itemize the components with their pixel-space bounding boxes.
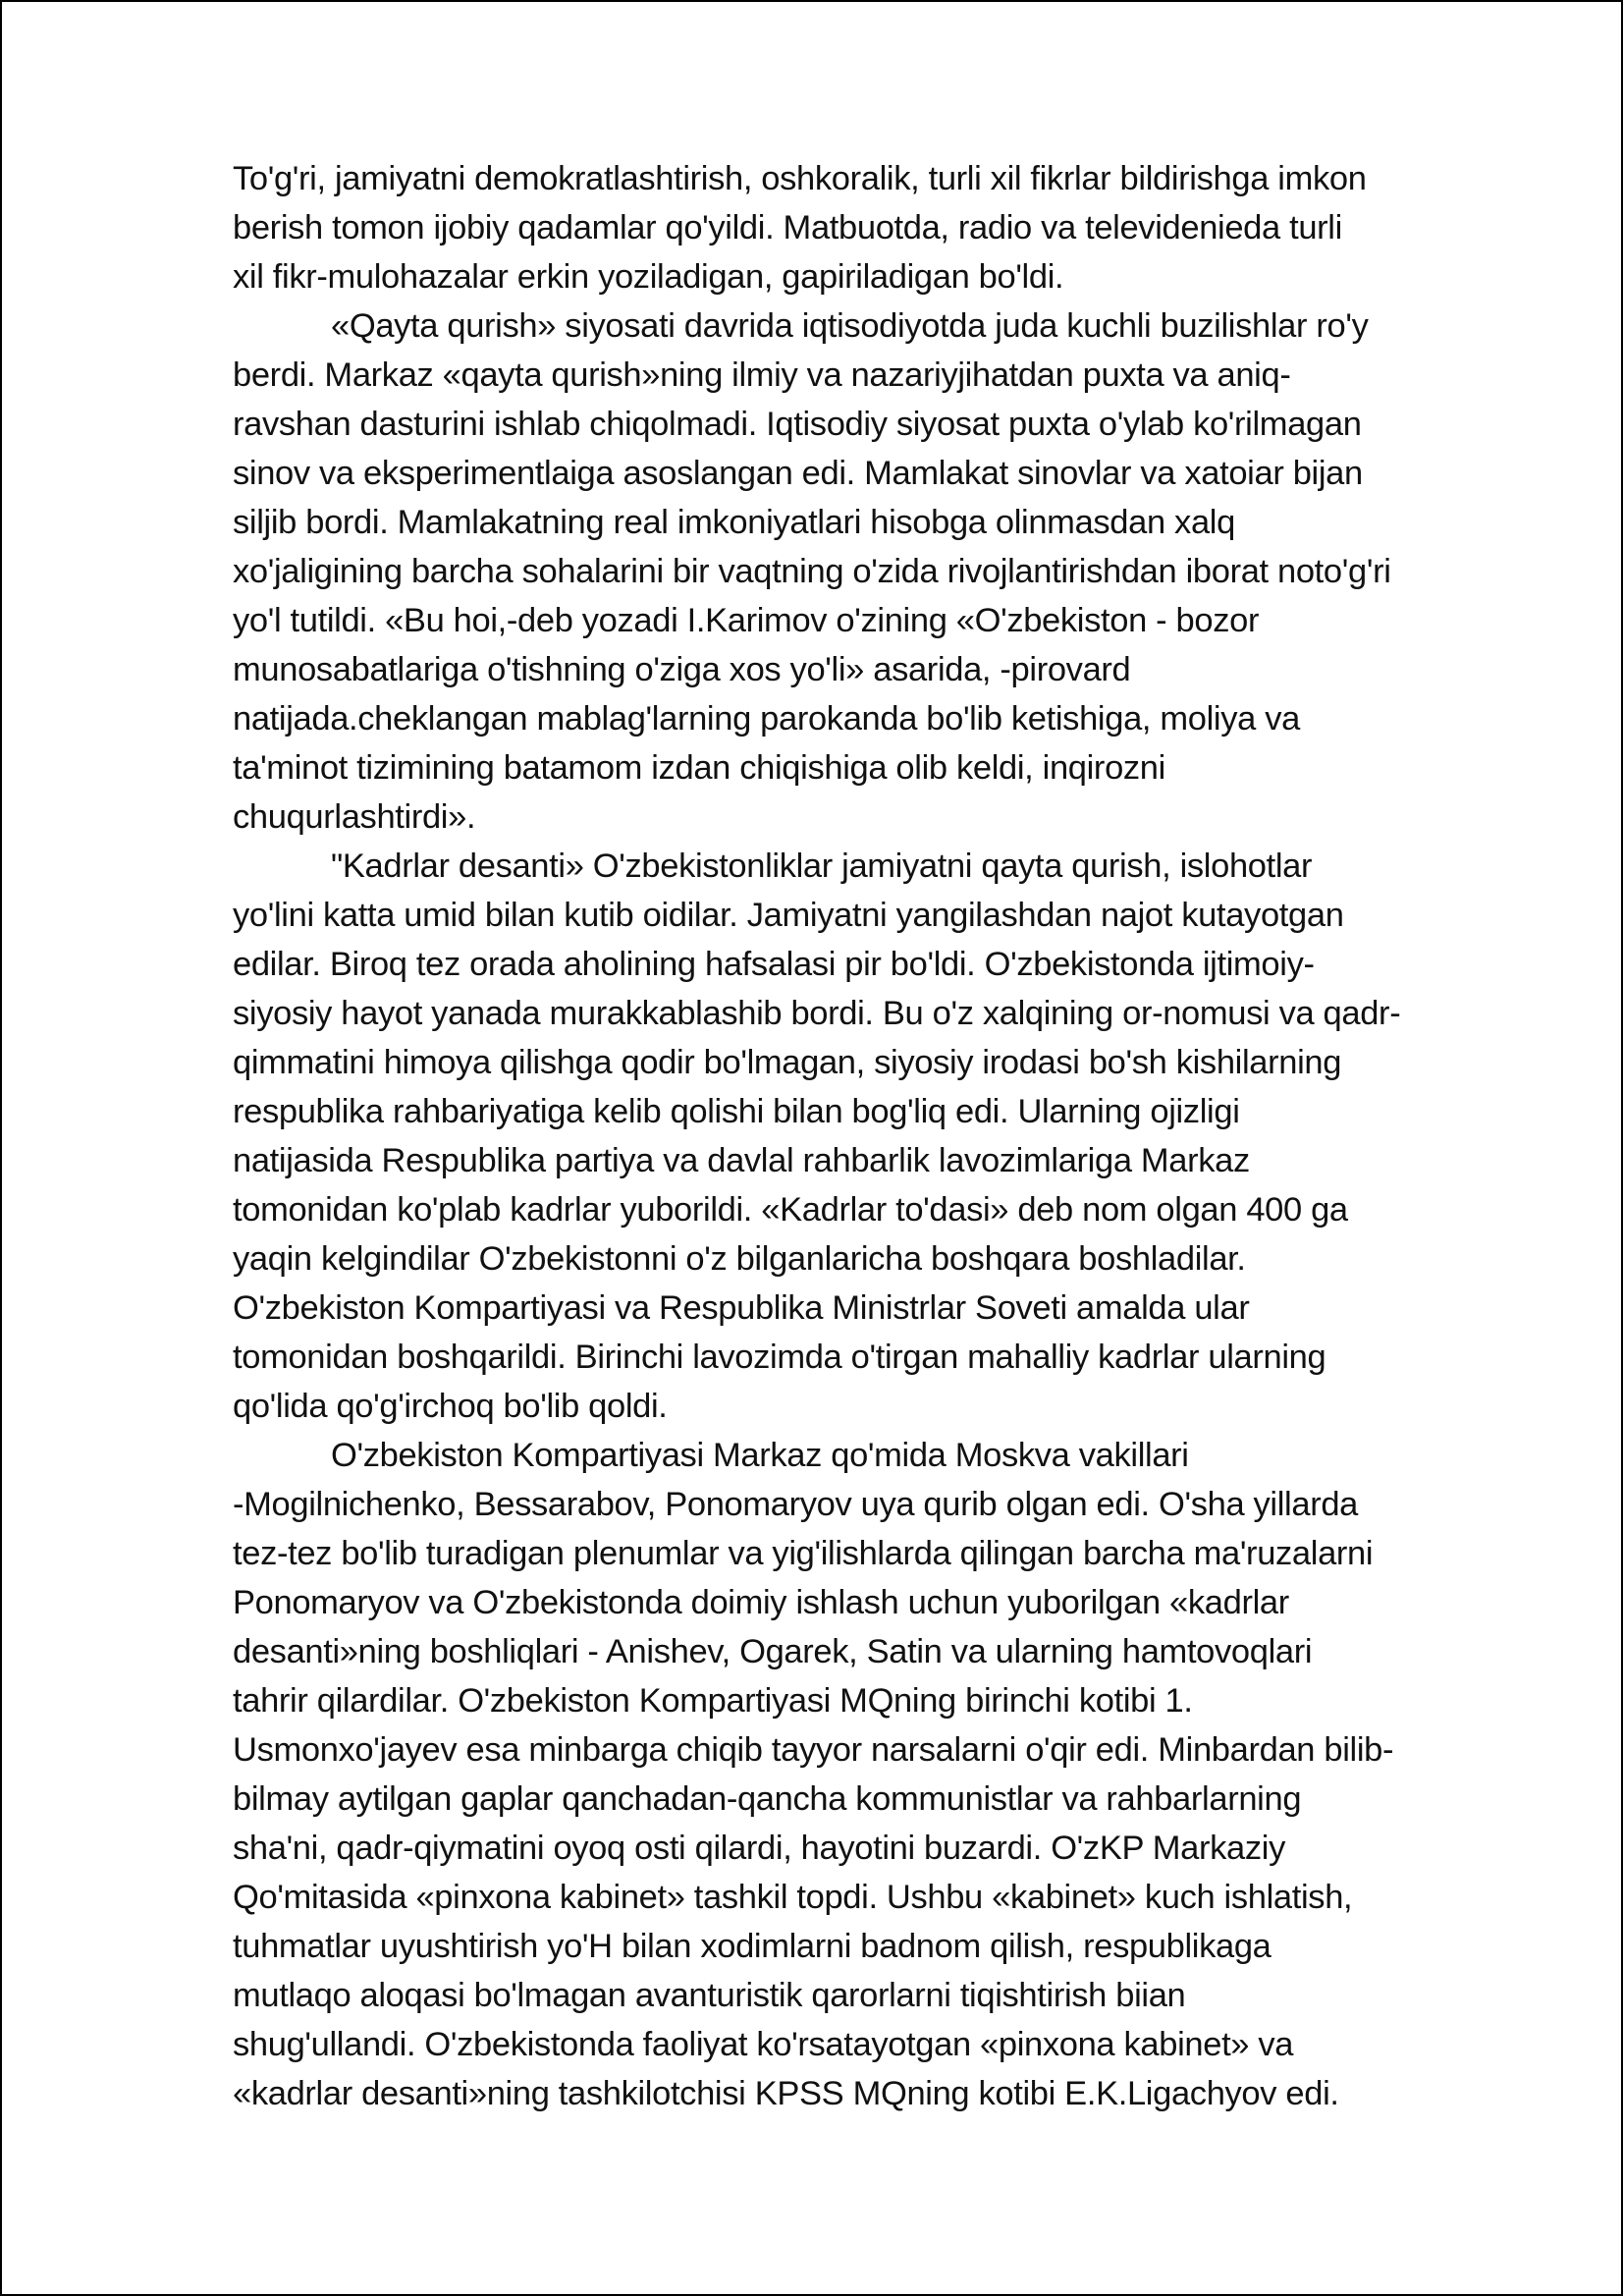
text-line: berish tomon ijobiy qadamlar qo'yildi. Matbuotda, radio va televidenieda turli <box>233 209 1342 246</box>
text-line: Usmonxo'jayev esa minbarga chiqib tayyor narsalarni o'qir edi. Minbardan bilib- <box>233 1731 1394 1769</box>
text-line: Qo'mitasida «pinxona kabinet» tashkil topdi. Ushbu «kabinet» kuch ishlatish, <box>233 1879 1353 1916</box>
text-line: chuqurlashtirdi». <box>233 798 476 836</box>
text-line: tomonidan ko'plab kadrlar yuborildi. «Kadrlar to'dasi» deb nom olgan 400 ga <box>233 1191 1348 1229</box>
paragraph-1 <box>233 154 1529 301</box>
text-line: O'zbekiston Kompartiyasi va Respublika Ministrlar Soveti amalda ular <box>233 1289 1250 1327</box>
text-line: To'g'ri, jamiyatni demokratlashtirish, oshkoralik, turli xil fikrlar bildirishga imkon <box>233 160 1367 197</box>
text-line: siyosiy hayot yanada murakkablashib bordi. Bu o'z xalqining or-nomusi va qadr- <box>233 995 1401 1032</box>
text-line: desanti»ning boshliqlari - Anishev, Ogarek, Satin va ularning hamtovoqlari <box>233 1633 1313 1670</box>
text-line: tuhmatlar uyushtirish yo'H bilan xodimlarni badnom qilish, respublikaga <box>233 1928 1271 1965</box>
paragraph-4 <box>233 1431 1529 2118</box>
text-line: shug'ullandi. O'zbekistonda faoliyat ko'rsatayotgan «pinxona kabinet» va <box>233 2026 1294 2063</box>
paragraph-3 <box>233 842 1529 1431</box>
text-line: qimmatini himoya qilishga qodir bo'lmagan, siyosiy irodasi bo'sh kishilarning <box>233 1044 1342 1081</box>
text-line: yaqin kelgindilar O'zbekistonni o'z bilganlaricha boshqara boshladilar. <box>233 1240 1246 1278</box>
text-line: sha'ni, qadr-qiymatini oyoq osti qilardi, hayotini buzardi. O'zKP Markaziy <box>233 1830 1285 1867</box>
text-line: edilar. Biroq tez orada aholining hafsalasi pir bo'ldi. O'zbekistonda ijtimoiy- <box>233 946 1315 983</box>
text-line: sinov va eksperimentlaiga asoslangan edi. Mamlakat sinovlar va xatoiar bijan <box>233 455 1363 492</box>
text-line: respublika rahbariyatiga kelib qolishi bilan bog'liq edi. Ularning ojizligi <box>233 1093 1240 1130</box>
text-line: O'zbekiston Kompartiyasi Markaz qo'mida Moskva vakillari <box>331 1437 1189 1474</box>
text-line: natijada.cheklangan mablag'larning parokanda bo'lib ketishiga, moliya va <box>233 700 1300 738</box>
text-line: "Kadrlar desanti» O'zbekistonliklar jamiyatni qayta qurish, islohotlar <box>331 847 1313 885</box>
text-line: siljib bordi. Mamlakatning real imkoniyatlari hisobga olinmasdan xalq <box>233 504 1235 541</box>
text-line: bilmay aytilgan gaplar qanchadan-qancha kommunistlar va rahbarlarning <box>233 1780 1302 1818</box>
text-line: yo'l tutildi. «Bu hoi,-deb yozadi I.Karimov o'zining «O'zbekiston - bozor <box>233 602 1260 639</box>
text-line: mutlaqo aloqasi bo'lmagan avanturistik qarorlarni tiqishtirish biian <box>233 1977 1186 2014</box>
document-body <box>233 154 1529 2118</box>
text-line: xo'jaligining barcha sohalarini bir vaqtning o'zida rivojlantirishdan iborat noto'g'ri <box>233 553 1391 590</box>
text-line: tahrir qilardilar. O'zbekiston Kompartiyasi MQning birinchi kotibi 1. <box>233 1682 1193 1720</box>
text-line: yo'lini katta umid bilan kutib oidilar. Jamiyatni yangilashdan najot kutayotgan <box>233 897 1344 934</box>
text-line: tomonidan boshqarildi. Birinchi lavozimda o'tirgan mahalliy kadrlar ularning <box>233 1339 1326 1376</box>
text-line: munosabatlariga o'tishning o'ziga xos yo'li» asarida, -pirovard <box>233 651 1131 688</box>
text-line: berdi. Markaz «qayta qurish»ning ilmiy va nazariyjihatdan puxta va aniq- <box>233 356 1291 394</box>
text-line: tez-tez bo'lib turadigan plenumlar va yig'ilishlarda qilingan barcha ma'ruzalarni <box>233 1535 1374 1572</box>
text-line: xil fikr-mulohazalar erkin yoziladigan, gapiriladigan bo'ldi. <box>233 258 1064 296</box>
text-line: natijasida Respublika partiya va davlal rahbarlik lavozimlariga Markaz <box>233 1142 1250 1179</box>
text-line: Ponomaryov va O'zbekistonda doimiy ishlash uchun yuborilgan «kadrlar <box>233 1584 1289 1621</box>
text-line: ravshan dasturini ishlab chiqolmadi. Iqtisodiy siyosat puxta o'ylab ko'rilmagan <box>233 406 1362 443</box>
paragraph-2 <box>233 301 1529 842</box>
text-line: ta'minot tizimining batamom izdan chiqishiga olib keldi, inqirozni <box>233 749 1165 787</box>
text-line: «Qayta qurish» siyosati davrida iqtisodiyotda juda kuchli buzilishlar ro'y <box>331 307 1369 345</box>
text-line: -Mogilnichenko, Bessarabov, Ponomaryov uya qurib olgan edi. O'sha yillarda <box>233 1486 1359 1523</box>
text-line: qo'lida qo'g'irchoq bo'lib qoldi. <box>233 1388 668 1425</box>
text-line: «kadrlar desanti»ning tashkilotchisi KPSS MQning kotibi E.K.Ligachyov edi. <box>233 2075 1339 2112</box>
